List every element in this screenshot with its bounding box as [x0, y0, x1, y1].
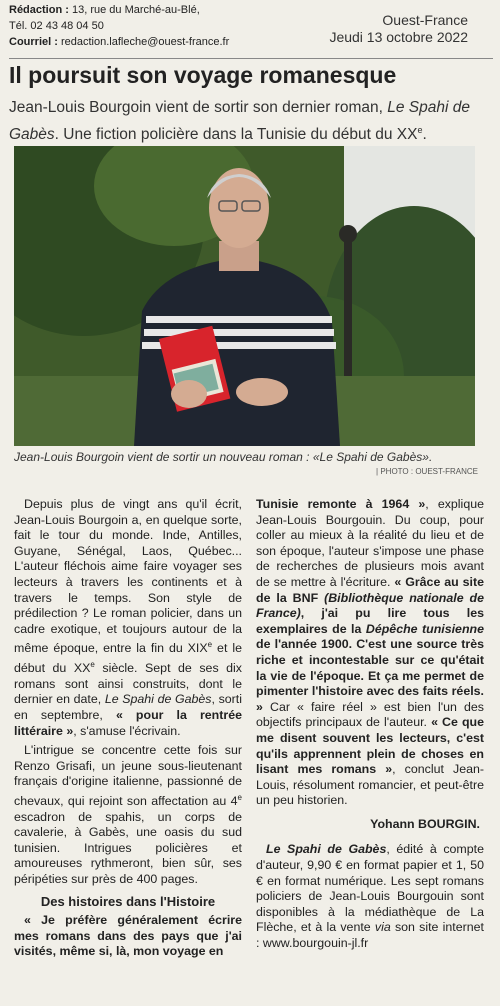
tel-number: 02 43 48 04 50	[30, 20, 104, 32]
tel-label: Tél.	[9, 20, 28, 32]
quote: « Je préfère généralement écrire mes romans dans des pays que j'ai visités, même si, là, mon voyage en	[14, 913, 242, 959]
quote: « Grâce au site de la BNF	[256, 574, 484, 605]
photo-caption: Jean-Louis Bourgoin vient de sortir un nouveau roman : «Le Spahi de Gabès».	[14, 450, 433, 464]
column-left	[14, 497, 242, 960]
paragraph-4	[256, 497, 484, 809]
contact-block	[9, 2, 229, 50]
sup: e	[90, 660, 95, 670]
quote: « pour la rentrée littéraire »	[14, 707, 242, 738]
italic-text: via	[374, 920, 391, 935]
courriel-label: Courriel :	[9, 36, 58, 48]
paragraph-2	[14, 743, 242, 887]
article-lead	[9, 97, 484, 146]
column-right	[256, 497, 484, 952]
newspaper-name: Ouest-France	[382, 12, 468, 28]
info-paragraph	[256, 842, 484, 951]
sup: e	[207, 640, 213, 650]
newspaper-header	[9, 0, 493, 54]
quote: de l'année 1900. C'est une source très riche et incontestable sur ce qu'était la vie de l'époque. Et ça me permet de pimenter l'histoire avec des faits réels. »	[256, 637, 484, 714]
text: Depuis plus de vingt ans qu'il écrit, Jean-Louis Bourgoin a, en quelque sorte, fait le tour du monde. Inde, Antilles, Guyane, Sénégal, Laos, Québec... L'auteur fléchois aime faire voyager ses lecteurs à travers les continents et à travers le temps. Son style de prédilection ? Le roman policier, dans un cadre exotique, et toujours autour de la même époque, entre la fin du XIX	[14, 497, 242, 656]
lead-text-1: Jean-Louis Bourgoin vient de sortir son dernier roman,	[9, 99, 383, 116]
italic-text: (Bibliothèque nationale de France)	[256, 590, 484, 621]
author-photo-illustration	[14, 146, 475, 446]
text: et le début du XX	[14, 641, 242, 676]
text: Car « faire réel » est bien l'un des objectifs principaux de l'auteur.	[256, 699, 484, 730]
quote: , j'ai pu lire tous les exemplaires de la	[256, 606, 484, 636]
author-signature: Yohann BOURGIN.	[370, 816, 480, 831]
book-title: Le Spahi de Gabès	[266, 842, 387, 857]
author-photo	[14, 146, 475, 446]
issue-date: Jeudi 13 octobre 2022	[329, 29, 468, 45]
lead-book-title: Le Spahi de Gabès	[9, 99, 470, 144]
text: , édité à compte d'auteur, 9,90 € en format papier et 1, 50 € en format numérique. Les sept romans policiers de Jean-Louis Bourgouin sont disponibles à la médiathèque de La Flèche, et à la vente	[256, 842, 484, 935]
text: escadron de spahis, un corps de cavalerie, à Gabès, une oasis du sud tunisien. Intrigues policières et amoureuses rythmeront, bien sûr, ses péripéties sur près de 400 pages.	[14, 809, 242, 887]
masthead	[329, 12, 468, 46]
subheading: Des histoires dans l'Histoire	[40, 893, 216, 909]
sup: e	[237, 792, 242, 802]
text: , sorti en septembre,	[14, 692, 242, 722]
text: L'intrigue se concentre cette fois sur Renzo Grisafi, un jeune sous-lieutenant français d'origine italienne, passionné de chevaux, qui rejoint son affectation au 4	[14, 743, 242, 809]
lead-text-3: .	[422, 126, 427, 144]
redaction-label: Rédaction :	[9, 4, 69, 16]
courriel-address: redaction.lafleche@ouest-france.fr	[60, 36, 230, 48]
text: son site internet : www.bourgouin-jl.fr	[256, 920, 484, 951]
text: , explique Jean-Louis Bourgouin. Du coup, pour coller au mieux à la réalité du lieu et de son époque, l'auteur s'impose une phase de recherches de plusieurs mois avant de se mettre à l'écriture.	[256, 497, 484, 589]
quote: Tunisie remonte à 1964 »	[256, 497, 426, 511]
paragraph-3	[14, 913, 242, 960]
text: , s'amuse l'écrivain.	[73, 723, 181, 738]
header-rule	[9, 58, 493, 59]
article-title: Il poursuit son voyage romanesque	[9, 62, 397, 88]
paragraph-1	[14, 497, 242, 739]
book-title: Le Spahi de Gabès	[104, 692, 212, 707]
italic-text: Dépêche tunisienne	[365, 621, 484, 636]
photo-credit: | PHOTO : OUEST-FRANCE	[376, 467, 478, 476]
quote: « Ce que me disent souvent les lecteurs, c'est qu'ils apprennent plein de choses en lisant mes romans »	[256, 715, 484, 777]
text: siècle. Sept de ses dix romans sont ainsi construits, dont le dernier en date,	[14, 661, 243, 707]
text: , conclut Jean-Louis, résolument romancier, et peut-être un peu historien.	[256, 762, 484, 808]
lead-text-2: . Une fiction policière dans la Tunisie du début du XX	[54, 126, 418, 144]
lead-sup: e	[417, 125, 423, 135]
redaction-address: 13, rue du Marché-au-Blé,	[71, 4, 200, 16]
